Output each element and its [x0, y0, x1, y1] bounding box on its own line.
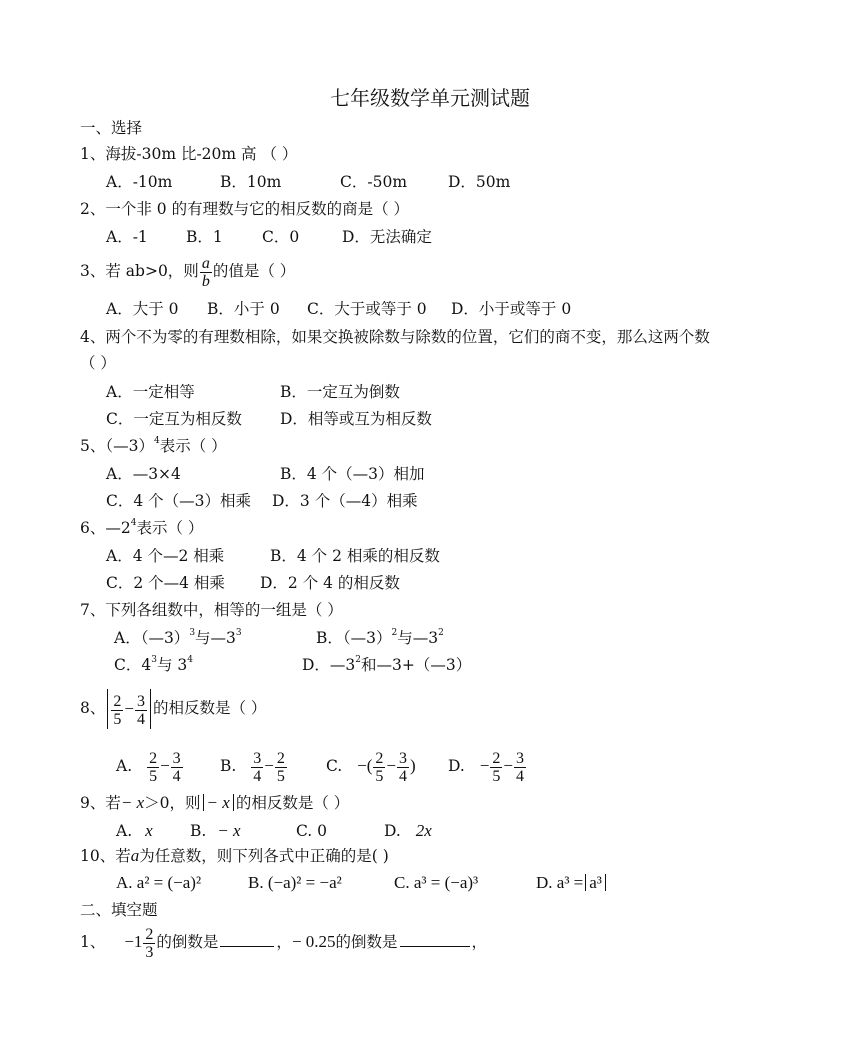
q3-fraction — [200, 255, 212, 290]
q8-f1-num: 2 — [113, 692, 122, 710]
fill-question-1 — [80, 922, 487, 962]
q10-option-d — [536, 873, 608, 893]
page-title: 七年级数学单元测试题 — [330, 86, 530, 110]
q7-b-mid: 与—3 — [397, 629, 439, 647]
q4-option-b: B．一定互为倒数 — [280, 383, 400, 401]
q7-c-exp2: 4 — [187, 655, 193, 665]
q8-a-frac-1 — [147, 750, 159, 785]
q8-d-minus: − — [503, 756, 513, 775]
question-9-stem — [80, 793, 349, 813]
q5-option-b: B．4 个（—3）相加 — [280, 465, 425, 483]
q7-option-a — [114, 628, 242, 648]
q9-text-mid: ＞0，则 — [144, 794, 201, 812]
q6-exponent: 4 — [130, 518, 137, 528]
q2-option-d: D．无法确定 — [342, 228, 432, 246]
q8-minus: − — [124, 699, 134, 718]
q7-a-exp2: 3 — [235, 628, 242, 638]
q6-text-post: 表示（ ） — [136, 519, 204, 537]
q10-text-pre: 10、若 — [80, 847, 131, 865]
q7-b-exp2: 2 — [438, 628, 444, 638]
q1-option-b: B．10m — [220, 173, 282, 191]
q8-b2-num: 2 — [276, 749, 285, 767]
q3-frac-den: b — [201, 272, 210, 290]
q2-option-c: C．0 — [262, 228, 300, 246]
question-4-stem-cont: （ ） — [80, 354, 116, 372]
q9-b-value: − x — [217, 821, 241, 840]
q8-f2-den: 4 — [136, 710, 145, 728]
q9-absolute-value: − x — [203, 794, 234, 811]
q3-frac-num: a — [201, 254, 210, 272]
q5-option-d: D．3 个（—4）相乘 — [272, 492, 418, 510]
q2-option-b: B．1 — [186, 228, 223, 246]
q8-frac-1 — [111, 693, 123, 728]
q5-text-post: 表示（ ） — [159, 437, 227, 455]
f1-frac-num: 2 — [145, 925, 154, 943]
q4-option-d: D．相等或互为相反数 — [280, 410, 432, 428]
question-7-stem: 7、下列各组数中，相等的一组是（ ） — [80, 601, 343, 619]
question-1-stem: 1、海拔-30m 比-20m 高 （ ） — [80, 145, 298, 163]
q9-condition: − x — [120, 793, 145, 812]
q9-option-c: C. 0 — [296, 822, 328, 840]
q3-option-b: B．小于 0 — [207, 300, 280, 318]
section-choice-heading: 一、选择 — [80, 119, 143, 137]
q3-option-a: A．大于 0 — [106, 300, 179, 318]
question-4-stem: 4、两个不为零的有理数相除，如果交换被除数与除数的位置，它们的商不变，那么这两个数 — [80, 328, 710, 346]
q7-option-c — [114, 655, 193, 675]
f1-mixed-fraction — [143, 926, 155, 961]
q7-b-base: B．（—3） — [316, 629, 392, 647]
q8-c2-num: 3 — [399, 749, 408, 767]
q8-b1-den: 4 — [253, 767, 262, 785]
q8-b1-num: 3 — [253, 749, 262, 767]
f1-answer-blank-2[interactable] — [400, 932, 470, 947]
q8-a2-num: 3 — [172, 749, 181, 767]
q5-text-pre: 5、（—3） — [80, 437, 154, 455]
q9-text-pre: 9、若 — [80, 794, 121, 812]
q8-option-a — [116, 746, 184, 786]
q8-d-frac-1 — [490, 750, 502, 785]
q8-c1-den: 5 — [375, 767, 384, 785]
q8-b-minus: − — [264, 756, 274, 775]
q9-d-value: 2x — [415, 821, 432, 840]
q6-option-c: C．2 个—4 相乘 — [106, 574, 225, 592]
q7-a-base: A．（—3） — [114, 629, 190, 647]
q8-d-prefix: − — [479, 756, 490, 775]
f1-mixed-whole: −1 — [124, 932, 143, 951]
q10-option-c: C. a³ = (−a)³ — [394, 873, 479, 892]
q7-a-exp1: 3 — [189, 628, 196, 638]
q6-text-pre: 6、—2 — [80, 519, 131, 537]
q8-option-b — [220, 746, 288, 786]
q8-text-pre: 8、 — [80, 699, 106, 717]
q8-c-suffix: ) — [410, 756, 416, 775]
q7-option-b — [316, 628, 444, 648]
q3-option-d: D．小于或等于 0 — [451, 300, 572, 318]
q9-b-label: B. — [190, 822, 207, 840]
question-10-stem — [80, 846, 389, 866]
q8-a-minus: − — [160, 756, 170, 775]
question-8-stem — [80, 688, 266, 729]
q7-c-exp1: 3 — [151, 655, 157, 665]
question-3-stem — [80, 252, 295, 290]
f1-number: 1、 — [80, 933, 106, 951]
q8-option-c — [326, 746, 416, 786]
q8-frac-2 — [135, 693, 147, 728]
f1-text-post: 的倒数是 — [335, 933, 398, 951]
q8-f2-num: 3 — [136, 692, 145, 710]
q6-option-b: B．4 个 2 相乘的相反数 — [270, 547, 440, 565]
q5-option-c: C．4 个（—3）相乘 — [106, 492, 252, 510]
q8-f1-den: 5 — [113, 710, 122, 728]
q7-a-mid: 与—3 — [195, 629, 236, 647]
q4-option-c: C．一定互为相反数 — [106, 410, 242, 428]
f1-frac-den: 3 — [145, 943, 154, 961]
q9-d-label: D. — [384, 822, 401, 840]
q8-c2-den: 4 — [399, 767, 408, 785]
q8-b-frac-1 — [251, 750, 263, 785]
q8-c-frac-2 — [397, 750, 409, 785]
q10-d-absolute-value: a³ — [585, 874, 606, 891]
q8-c-prefix: −( — [357, 756, 373, 775]
q9-option-a — [116, 821, 153, 841]
q8-b-label: B. — [220, 757, 237, 775]
q8-d2-den: 4 — [515, 767, 524, 785]
q8-absolute-value — [107, 689, 151, 729]
q7-b-exp1: 2 — [391, 628, 398, 638]
q8-d-frac-2 — [514, 750, 526, 785]
q10-d-expr: D. a³ = — [536, 873, 584, 892]
question-2-stem: 2、一个非 0 的有理数与它的相反数的商是（ ） — [80, 200, 410, 218]
q1-option-a: A．-10m — [106, 173, 173, 191]
q7-c-mid: 与 3 — [156, 656, 188, 674]
q9-a-label: A. — [116, 822, 133, 840]
q8-b2-den: 5 — [276, 767, 285, 785]
f1-text-mid: 的倒数是 — [156, 933, 219, 951]
q1-option-c: C．-50m — [340, 173, 408, 191]
q9-text-post: 的相反数是（ ） — [235, 794, 350, 812]
q8-c-frac-1 — [373, 750, 385, 785]
q2-option-a: A．-1 — [106, 228, 148, 246]
q9-a-value: x — [145, 821, 153, 840]
q8-option-d — [448, 746, 527, 786]
q6-option-a: A．4 个—2 相乘 — [106, 547, 225, 565]
q7-d-mid: 和—3+（—3） — [361, 656, 472, 674]
q8-a1-num: 2 — [149, 749, 158, 767]
q7-c-base: C．4 — [114, 656, 152, 674]
q4-option-a: A．一定相等 — [106, 383, 195, 401]
q8-c1-num: 2 — [375, 749, 384, 767]
q7-d-base: D．—3 — [302, 656, 356, 674]
q7-option-d — [302, 655, 471, 675]
q5-option-a: A．—3×4 — [106, 465, 181, 483]
q8-c-label: C. — [326, 757, 343, 775]
q9-option-b — [190, 821, 241, 841]
q8-c-minus: − — [386, 756, 397, 775]
q8-a2-den: 4 — [172, 767, 181, 785]
q8-d2-num: 3 — [515, 749, 524, 767]
q8-b-frac-2 — [275, 750, 287, 785]
q5-exponent: 4 — [153, 436, 160, 446]
q3-option-c: C．大于或等于 0 — [307, 300, 427, 318]
q8-d1-num: 2 — [492, 749, 501, 767]
q3-text-pre: 3、若 ab>0，则 — [80, 262, 199, 280]
q10-option-a: A. a² = (−a)² — [116, 873, 202, 892]
q9-option-d — [384, 821, 432, 841]
f1-answer-blank-1[interactable] — [220, 932, 274, 947]
q8-d1-den: 5 — [492, 767, 501, 785]
f1-end-comma: ， — [471, 933, 488, 951]
q8-d-label: D. — [448, 757, 465, 775]
q1-option-d: D．50m — [448, 173, 511, 191]
q10-text-post: 为任意数，则下列各式中正确的是( ) — [139, 847, 389, 865]
f1-comma: ， — [276, 933, 292, 951]
q8-a-label: A. — [116, 757, 133, 775]
q7-d-exp1: 2 — [355, 655, 362, 665]
question-6-stem — [80, 518, 203, 538]
q3-text-post: 的值是（ ） — [212, 262, 296, 280]
q10-option-b: B. (−a)² = −a² — [248, 873, 342, 892]
f1-value: − 0.25 — [291, 932, 336, 951]
q8-text-post: 的相反数是（ ） — [152, 699, 267, 717]
question-5-stem — [80, 436, 227, 456]
q6-option-d: D．2 个 4 的相反数 — [260, 574, 400, 592]
q8-a1-den: 5 — [149, 767, 158, 785]
section-fill-blank-heading: 二、填空题 — [80, 901, 158, 919]
q10-variable: a — [130, 846, 140, 865]
q8-a-frac-2 — [171, 750, 183, 785]
